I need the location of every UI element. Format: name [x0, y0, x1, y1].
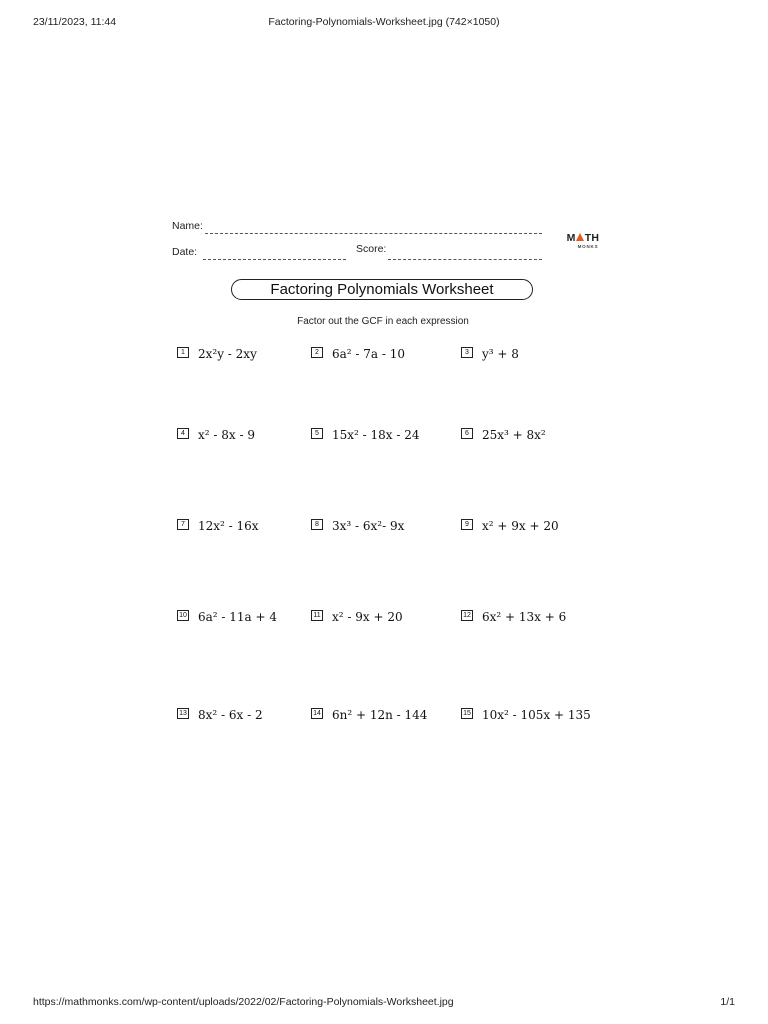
problem-9 — [461, 518, 559, 534]
print-document-title: Factoring-Polynomials-Worksheet.jpg (742×1050) — [268, 16, 500, 28]
problem-2 — [311, 346, 405, 362]
problem-expression: 6n² + 12n - 144 — [332, 707, 428, 722]
print-header — [33, 16, 735, 30]
problem-expression: 6x² + 13x + 6 — [482, 609, 567, 624]
problem-6 — [461, 427, 546, 443]
problem-number-box: 9 — [461, 519, 473, 530]
worksheet-title: Factoring Polynomials Worksheet — [231, 279, 533, 300]
problem-expression: 6a² - 7a - 10 — [332, 346, 406, 361]
score-label: Score: — [356, 243, 387, 255]
problem-7 — [177, 518, 259, 534]
problem-number-box: 1 — [177, 347, 189, 358]
problem-expression: x² - 8x - 9 — [198, 427, 255, 442]
problem-expression: 12x² - 16x — [198, 518, 259, 533]
problem-4 — [177, 427, 255, 443]
problem-expression: 2x²y - 2xy — [198, 346, 257, 361]
logo-text-end: TH — [584, 232, 600, 244]
problem-number-box: 15 — [461, 708, 473, 719]
problem-expression: x² + 9x + 20 — [482, 518, 559, 533]
instruction-text: Factor out the GCF in each expression — [297, 316, 469, 327]
problem-number-box: 13 — [177, 708, 189, 719]
print-url: https://mathmonks.com/wp-content/uploads/2022/02/Factoring-Polynomials-Worksheet.jpg — [33, 996, 454, 1008]
problem-expression: x² - 9x + 20 — [332, 609, 403, 624]
print-page-number: 1/1 — [720, 996, 735, 1008]
problem-3 — [461, 346, 519, 362]
problem-expression: 6a² - 11a + 4 — [198, 609, 278, 624]
problem-15 — [461, 707, 591, 723]
print-datetime: 23/11/2023, 11:44 — [33, 16, 117, 28]
problem-expression: 25x³ + 8x² — [482, 427, 546, 442]
problem-8 — [311, 518, 404, 534]
problem-number-box: 4 — [177, 428, 189, 439]
logo-triangle-icon — [576, 233, 584, 241]
problem-number-box: 8 — [311, 519, 323, 530]
problem-expression: y³ + 8 — [482, 346, 519, 361]
problem-number-box: 2 — [311, 347, 323, 358]
problem-14 — [311, 707, 427, 723]
logo-text-start: M — [566, 232, 576, 244]
problem-expression: 10x² - 105x + 135 — [482, 707, 591, 722]
problem-number-box: 6 — [461, 428, 473, 439]
problem-1 — [177, 346, 257, 362]
problem-10 — [177, 609, 277, 625]
date-label: Date: — [172, 246, 198, 258]
problem-expression: 8x² - 6x - 2 — [198, 707, 263, 722]
math-monks-logo — [563, 233, 603, 250]
problem-number-box: 14 — [311, 708, 323, 719]
problem-12 — [461, 609, 566, 625]
problem-5 — [311, 427, 420, 443]
problem-number-box: 10 — [177, 610, 189, 621]
date-line — [203, 259, 346, 260]
problem-expression: 15x² - 18x - 24 — [332, 427, 420, 442]
problem-13 — [177, 707, 263, 723]
score-line — [388, 259, 542, 260]
problem-number-box: 7 — [177, 519, 189, 530]
problem-number-box: 3 — [461, 347, 473, 358]
name-label: Name: — [172, 220, 203, 232]
problem-number-box: 5 — [311, 428, 323, 439]
logo-subtitle: MONKS — [577, 244, 599, 249]
problem-expression: 3x³ - 6x²- 9x — [332, 518, 405, 533]
name-line — [205, 233, 542, 234]
problem-11 — [311, 609, 403, 625]
problem-number-box: 12 — [461, 610, 473, 621]
print-footer — [33, 996, 735, 1010]
problem-number-box: 11 — [311, 610, 323, 621]
